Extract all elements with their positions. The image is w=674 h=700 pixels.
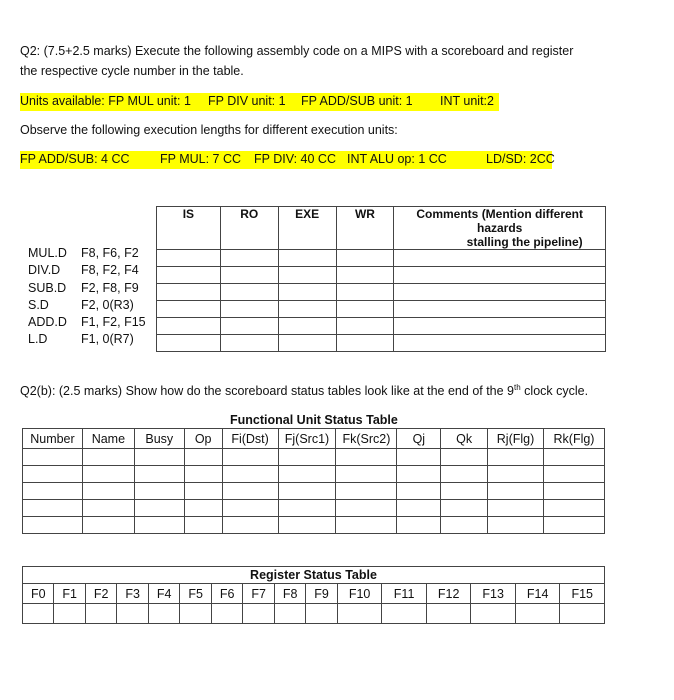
latency-ld-sd: LD/SD: 2CC	[486, 152, 555, 166]
fu-col-rk: Rk(Flg)	[543, 429, 604, 449]
fu-col-op: Op	[184, 429, 222, 449]
col-exe: EXE	[278, 207, 336, 250]
table-row	[157, 335, 606, 352]
table-row	[23, 604, 605, 624]
reg-col-f15: F15	[560, 584, 605, 604]
units-available-highlight	[20, 93, 499, 111]
cycle-table	[156, 206, 606, 352]
latency-fp-div: FP DIV: 40 CC	[254, 152, 336, 166]
reg-col-f2: F2	[85, 584, 116, 604]
fu-col-fi: Fi(Dst)	[222, 429, 278, 449]
reg-col-f0: F0	[23, 584, 54, 604]
fu-col-name: Name	[82, 429, 134, 449]
instruction-list	[28, 245, 146, 349]
reg-col-f9: F9	[306, 584, 337, 604]
question-line-1: Q2: (7.5+2.5 marks) Execute the following assembly code on a MIPS with a scoreboard and register	[20, 44, 574, 58]
fu-col-rj: Rj(Flg)	[488, 429, 544, 449]
instruction-args: F8, F2, F4	[81, 263, 139, 278]
comments-header-line-2: stalling the pipeline)	[466, 235, 583, 249]
reg-col-f14: F14	[515, 584, 560, 604]
fu-col-fk: Fk(Src2)	[336, 429, 397, 449]
instruction-args: F1, F2, F15	[81, 315, 146, 330]
fu-col-qj: Qj	[397, 429, 441, 449]
fu-header-row	[23, 429, 605, 449]
instruction-args: F2, F8, F9	[81, 280, 139, 295]
units-fp-mul: Units available: FP MUL unit: 1	[20, 94, 191, 108]
reg-col-f8: F8	[274, 584, 305, 604]
reg-col-f3: F3	[117, 584, 148, 604]
part-b-text-end: clock cycle.	[520, 384, 589, 399]
col-is: IS	[157, 207, 221, 250]
fu-col-number: Number	[23, 429, 83, 449]
latency-fp-mul: FP MUL: 7 CC	[160, 152, 242, 166]
table-row	[23, 500, 605, 517]
reg-col-f1: F1	[54, 584, 85, 604]
latencies-highlight	[20, 151, 555, 169]
table-row	[23, 466, 605, 483]
cycle-table-header	[157, 207, 606, 250]
instruction-args: F8, F6, F2	[81, 246, 139, 260]
reg-table-title: Register Status Table	[23, 567, 605, 584]
reg-col-f6: F6	[211, 584, 242, 604]
observe-text: Observe the following execution lengths for different execution units:	[20, 123, 398, 137]
part-b-question	[20, 383, 588, 398]
instruction-row	[28, 245, 146, 262]
table-row	[23, 483, 605, 500]
reg-col-f11: F11	[382, 584, 427, 604]
fu-col-busy: Busy	[134, 429, 184, 449]
reg-title-row	[23, 567, 605, 584]
instruction-op: MUL.D	[28, 246, 67, 260]
register-status-table	[22, 566, 605, 624]
reg-col-f5: F5	[180, 584, 211, 604]
latency-int-alu: INT ALU op: 1 CC	[347, 152, 447, 166]
fu-table-title: Functional Unit Status Table	[230, 413, 398, 427]
instruction-args: F2, 0(R3)	[81, 297, 134, 312]
units-fp-addsub: FP ADD/SUB unit: 1	[301, 94, 413, 108]
table-row	[157, 250, 606, 267]
reg-col-f7: F7	[243, 584, 274, 604]
instruction-op: SUB.D	[28, 280, 67, 295]
instruction-args: F1, 0(R7)	[81, 332, 134, 347]
instruction-op: DIV.D	[28, 263, 61, 278]
instruction-row	[28, 262, 146, 279]
table-row	[23, 517, 605, 534]
instruction-op: ADD.D	[28, 315, 67, 330]
instruction-row	[28, 314, 146, 331]
instruction-row	[28, 331, 146, 348]
units-fp-div: FP DIV unit: 1	[208, 94, 286, 108]
fu-col-qk: Qk	[441, 429, 488, 449]
table-row	[157, 267, 606, 284]
comments-header-line-1: Comments (Mention different hazards	[416, 207, 584, 235]
table-row	[157, 318, 606, 335]
part-b-sup: th	[514, 383, 521, 392]
units-int: INT unit:2	[440, 94, 494, 108]
reg-col-f12: F12	[426, 584, 471, 604]
reg-header-row	[23, 584, 605, 604]
reg-col-f10: F10	[337, 584, 382, 604]
instruction-op: L.D	[28, 332, 48, 347]
reg-col-f4: F4	[148, 584, 179, 604]
table-row	[23, 449, 605, 466]
fu-status-table	[22, 428, 605, 534]
instruction-row	[28, 280, 146, 297]
col-comments	[394, 207, 606, 250]
question-line-2: the respective cycle number in the table.	[20, 64, 244, 78]
fu-col-fj: Fj(Src1)	[278, 429, 336, 449]
instruction-row	[28, 297, 146, 314]
table-row	[157, 284, 606, 301]
reg-col-f13: F13	[471, 584, 516, 604]
part-b-text: Q2(b): (2.5 marks) Show how do the scoreboard status tables look like at the end of the 9	[20, 384, 515, 399]
col-wr: WR	[336, 207, 394, 250]
col-ro: RO	[220, 207, 278, 250]
latency-fp-addsub: FP ADD/SUB: 4 CC	[20, 152, 130, 166]
instruction-op: S.D	[28, 297, 49, 312]
table-row	[157, 301, 606, 318]
